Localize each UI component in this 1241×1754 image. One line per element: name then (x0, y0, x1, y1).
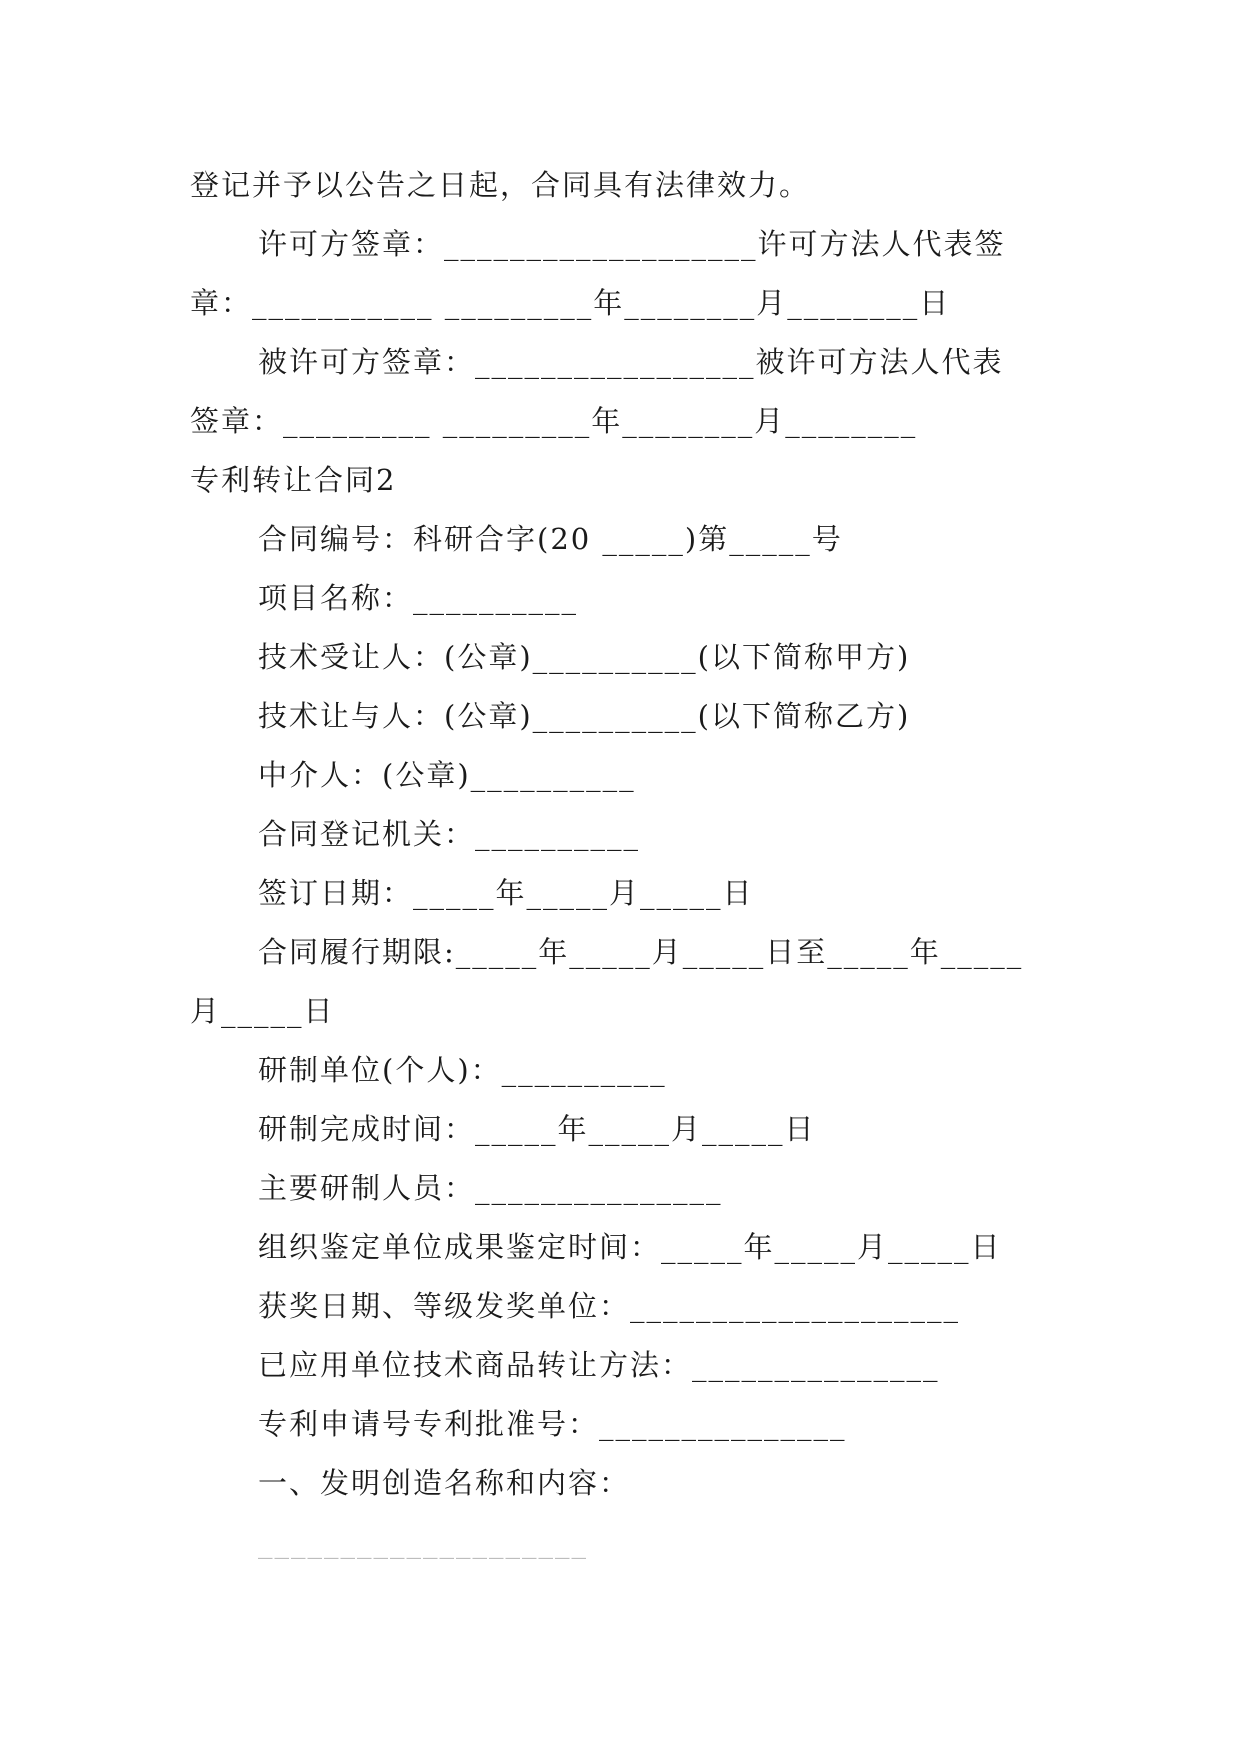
text-line-licensee-signature-date: 签章：_________ _________年________月________ (190, 404, 918, 438)
field-developer: 研制单位(个人)：__________ (258, 1053, 667, 1087)
section-title: 专利转让合同2 (190, 463, 397, 497)
text-line-licensor-signature: 许可方签章：___________________许可方法人代表签 (258, 227, 1006, 261)
field-completion-time: 研制完成时间：_____年_____月_____日 (258, 1112, 816, 1146)
field-main-developers: 主要研制人员：_______________ (258, 1171, 723, 1205)
field-appraisal-time: 组织鉴定单位成果鉴定时间：_____年_____月_____日 (258, 1230, 1002, 1264)
field-transfer-method: 已应用单位技术商品转让方法：_______________ (258, 1348, 940, 1382)
field-performance-period: 合同履行期限:_____年_____月_____日至_____年_____ (258, 935, 1024, 969)
field-registration-authority: 合同登记机关：__________ (258, 817, 641, 851)
clause-heading-1: 一、发明创造名称和内容： (258, 1466, 631, 1500)
field-patent-numbers: 专利申请号专利批准号：_______________ (258, 1407, 847, 1441)
blank-line: ____________________ (258, 1525, 588, 1559)
field-transferee: 技术受让人：(公章)__________(以下简称甲方) (258, 640, 911, 674)
text-line-licensor-signature-date: 章：___________ _________年________月________日 (190, 286, 951, 320)
field-contract-number: 合同编号：科研合字(20 _____)第_____号 (258, 522, 843, 556)
text-line-licensee-signature: 被许可方签章：_________________被许可方法人代表 (258, 345, 1004, 379)
field-intermediary: 中介人：(公章)__________ (258, 758, 636, 792)
text-line-effectiveness: 登记并予以公告之日起，合同具有法律效力。 (190, 168, 811, 202)
field-project-name: 项目名称：__________ (258, 581, 579, 615)
field-performance-period-cont: 月_____日 (190, 994, 335, 1028)
field-award-info: 获奖日期、等级发奖单位：____________________ (258, 1289, 961, 1323)
field-transferor: 技术让与人：(公章)__________(以下简称乙方) (258, 699, 911, 733)
field-signing-date: 签订日期：_____年_____月_____日 (258, 876, 754, 910)
